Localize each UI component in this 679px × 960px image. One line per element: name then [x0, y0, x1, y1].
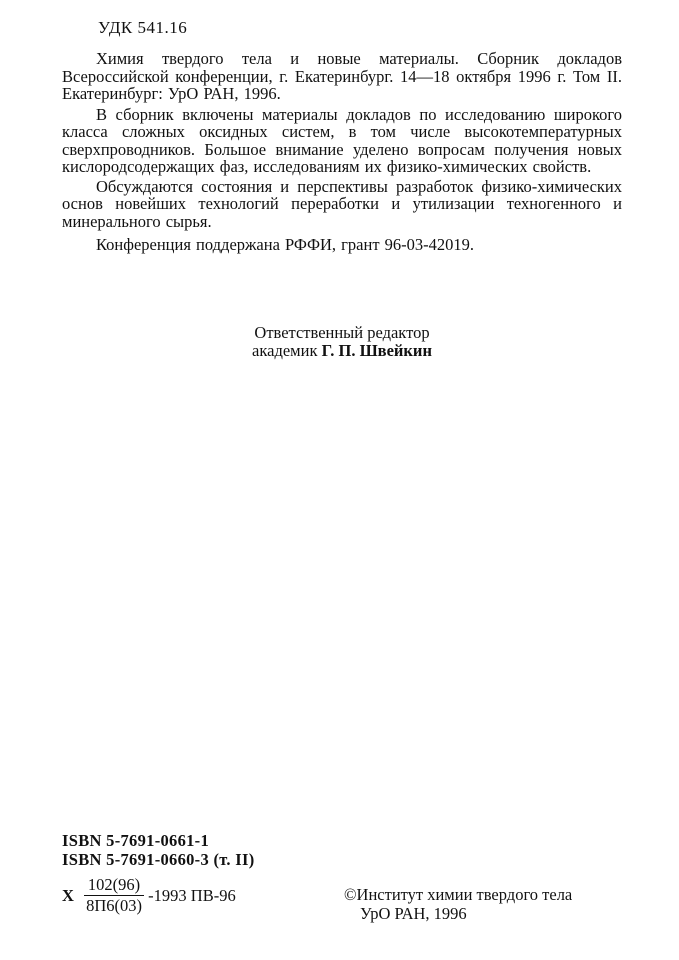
isbn-volume: ISBN 5-7691-0661-1	[62, 831, 210, 850]
abstract-paragraph-2: Обсуждаются состояния и перспективы разработок физико-химических основ новейших технологий переработки и утилизации техногенного и минерального сырья.	[62, 176, 622, 231]
bibliographic-record: Химия твердого тела и новые материалы. Сборник докладов Всероссийской конференции, г. Екатеринбург. 14—18 октября 1996 г. Том II. Екатеринбург: УрО РАН, 1996.	[62, 49, 622, 103]
grant-acknowledgement: Конференция поддержана РФФИ, грант 96-03-42019.	[96, 235, 475, 254]
isbn-part: ISBN 5-7691-0660-3 (т. II)	[62, 850, 255, 869]
editor-block	[62, 324, 622, 360]
editor-title: академик	[252, 340, 322, 360]
editor-label: Ответственный редактор	[254, 322, 430, 342]
text-block	[62, 18, 622, 360]
catalog-suffix: -1993 ПВ-96	[148, 885, 236, 905]
catalog-numerator: 102(96)	[84, 876, 144, 896]
copyright-institute: ©Институт химии твердого тела	[344, 885, 573, 904]
catalog-fraction	[84, 876, 144, 915]
udk-code: УДК 541.16	[98, 18, 188, 37]
catalog-number	[62, 876, 236, 915]
copyright-notice	[344, 885, 572, 923]
isbn-block	[62, 831, 255, 869]
catalog-prefix: Х	[62, 885, 74, 905]
editor-name: Г. П. Швейкин	[321, 340, 432, 360]
catalog-denominator: 8П6(03)	[86, 896, 142, 915]
copyright-publisher-year: УрО РАН, 1996	[360, 904, 467, 923]
editor-name-line	[62, 342, 622, 360]
abstract-paragraph-1: В сборник включены материалы докладов по исследованию широкого класса сложных оксидных систем, в том числе высокотемпературных сверхпроводников. Большое внимание уделено вопросам получения новых кислородсодержащих фаз, исследованиям их физико-химических свойств.	[62, 104, 622, 176]
